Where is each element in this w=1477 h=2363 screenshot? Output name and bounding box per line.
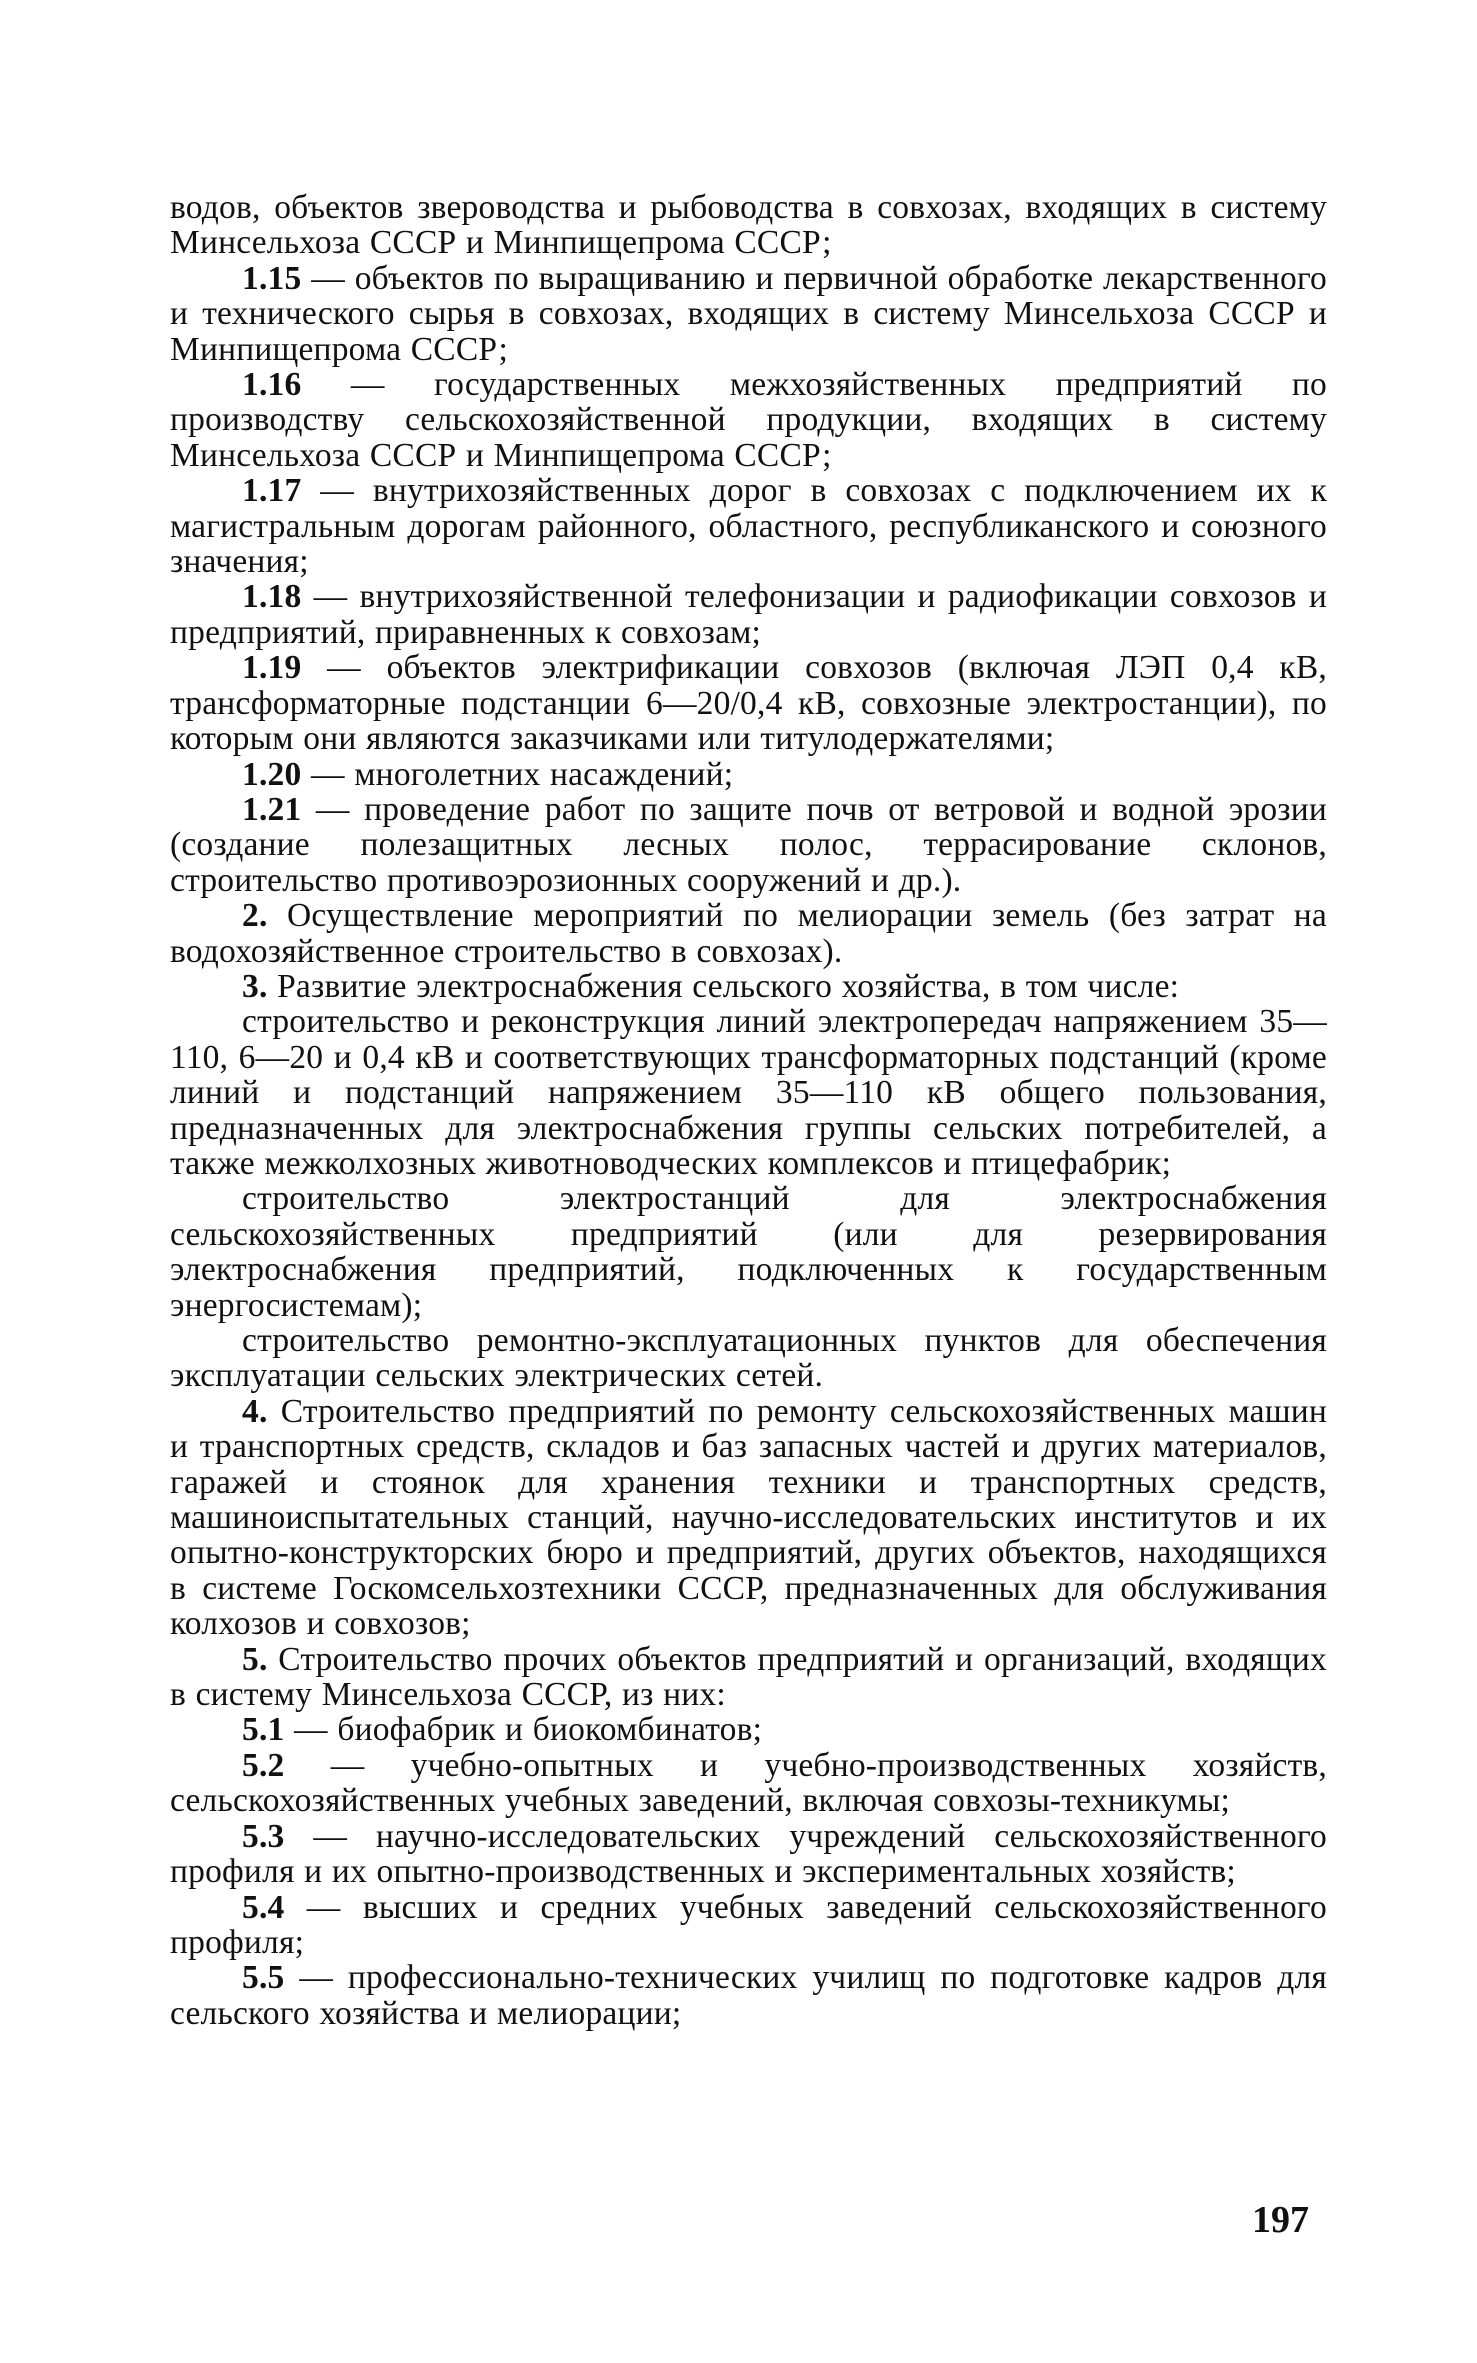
paragraph-text: — проведение работ по защите почв от ветровой и водной эрозии (создание полезащитных лесных полос, террасирование склонов, строительство противоэрозионных сооружений и др.).: [170, 790, 1327, 899]
paragraph-3-stations: [170, 1181, 1327, 1323]
paragraph-text: Развитие электроснабжения сельского хозяйства, в том числе:: [267, 967, 1180, 1005]
paragraph-text: строительство электростанций для электроснабжения сельскохозяйственных предприятий (или для резервирования электроснабжения предприятий, подключенных к государственным энергосистемам);: [170, 1180, 1327, 1324]
item-number: 1.15: [242, 259, 302, 297]
item-number: 2.: [242, 897, 268, 935]
paragraph-5-2: [170, 1748, 1327, 1819]
item-number: 1.18: [242, 578, 302, 616]
paragraph-1-17: [170, 473, 1327, 579]
paragraph-3-repair: [170, 1323, 1327, 1394]
paragraph-5: [170, 1642, 1327, 1713]
paragraph-text: — объектов электрификации совхозов (включая ЛЭП 0,4 кВ, трансформаторные подстанции 6—20/0,4 кВ, совхозные электростанции), по которым они являются заказчиками или титулодержателями;: [170, 649, 1327, 758]
paragraph-3-lines: [170, 1004, 1327, 1181]
item-number: 5.3: [242, 1817, 285, 1855]
item-number: 1.16: [242, 366, 302, 404]
paragraph-1-15: [170, 261, 1327, 367]
paragraph-1-18: [170, 579, 1327, 650]
paragraph-text: — научно-исследовательских учреждений сельскохозяйственного профиля и их опытно-производственных и экспериментальных хозяйств;: [170, 1817, 1327, 1891]
paragraph-text: — объектов по выращиванию и первичной обработке лекарственного и технического сырья в совхозах, входящих в систему Минсельхоза СССР и Минпищепрома СССР;: [170, 259, 1327, 368]
paragraph-2: [170, 898, 1327, 969]
item-number: 4.: [242, 1392, 268, 1430]
item-number: 3.: [242, 967, 268, 1005]
page-body: [170, 190, 1327, 2031]
paragraph-5-5: [170, 1960, 1327, 2031]
paragraph-1-21: [170, 792, 1327, 898]
item-number: 1.19: [242, 649, 302, 687]
paragraph-0: [170, 190, 1327, 261]
item-number: 1.20: [242, 755, 302, 793]
paragraph-text: Строительство прочих объектов предприятий и организаций, входящих в систему Минсельхоза СССР, из них:: [170, 1640, 1327, 1714]
paragraph-text: строительство ремонтно-эксплуатационных пунктов для обеспечения эксплуатации сельских электрических сетей.: [170, 1322, 1327, 1395]
paragraph-text: Осуществление мероприятий по мелиорации земель (без затрат на водохозяйственное строительство в совхозах).: [170, 897, 1327, 970]
page-number: 197: [1252, 2199, 1309, 2241]
item-number: 5.4: [242, 1888, 285, 1926]
paragraph-text: — профессионально-технических училищ по подготовке кадров для сельского хозяйства и мелиорации;: [170, 1959, 1327, 2032]
paragraph-text: — внутрихозяйственных дорог в совхозах с подключением их к магистральным дорогам районного, областного, республиканского и союзного значения;: [170, 472, 1327, 581]
paragraph-1-19: [170, 650, 1327, 756]
paragraph-5-4: [170, 1890, 1327, 1961]
item-number: 1.21: [242, 790, 302, 828]
paragraph-text: строительство и реконструкция линий электропередач напряжением 35—110, 6—20 и 0,4 кВ и соответствующих трансформаторных подстанций (кроме линий и подстанций напряжением 35—110 кВ общего пользования, предназначенных для электроснабжения группы сельских потребителей, а также межколхозных животноводческих комплексов и птицефабрик;: [170, 1003, 1327, 1182]
paragraph-5-3: [170, 1819, 1327, 1890]
paragraph-text: — государственных межхозяйственных предприятий по производству сельскохозяйственной продукции, входящих в систему Минсельхоза СССР и Минпищепрома СССР;: [170, 366, 1327, 474]
paragraph-text: водов, объектов звероводства и рыбоводства в совхозах, входящих в систему Минсельхоза СССР и Минпищепрома СССР;: [170, 189, 1327, 262]
item-number: 5.2: [242, 1746, 285, 1784]
paragraph-text: — внутрихозяйственной телефонизации и радиофикации совхозов и предприятий, приравненных к совхозам;: [170, 578, 1327, 651]
paragraph-1-20: [170, 757, 1327, 792]
paragraph-text: — многолетних насаждений;: [301, 755, 734, 793]
item-number: 1.17: [242, 472, 302, 510]
paragraph-5-1: [170, 1712, 1327, 1747]
item-number: 5.5: [242, 1959, 285, 1997]
item-number: 5.: [242, 1640, 268, 1678]
paragraph-text: Строительство предприятий по ремонту сельскохозяйственных машин и транспортных средств, складов и баз запасных частей и других материалов, гаражей и стоянок для хранения техники и транспортных средств, машиноиспытательных станций, научно-исследовательских институтов и их опытно-конструкторских бюро и предприятий, других объектов, находящихся в системе Госкомсельхозтехники СССР, предназначенных для обслуживания колхозов и совхозов;: [170, 1392, 1327, 1643]
paragraph-text: — учебно-опытных и учебно-производственных хозяйств, сельскохозяйственных учебных заведений, включая совхозы-техникумы;: [170, 1746, 1327, 1820]
paragraph-text: — высших и средних учебных заведений сельскохозяйственного профиля;: [170, 1888, 1327, 1961]
paragraph-4: [170, 1394, 1327, 1642]
paragraph-3: [170, 969, 1327, 1004]
paragraph-1-16: [170, 367, 1327, 473]
paragraph-text: — биофабрик и биокомбинатов;: [284, 1711, 763, 1749]
item-number: 5.1: [242, 1711, 285, 1749]
